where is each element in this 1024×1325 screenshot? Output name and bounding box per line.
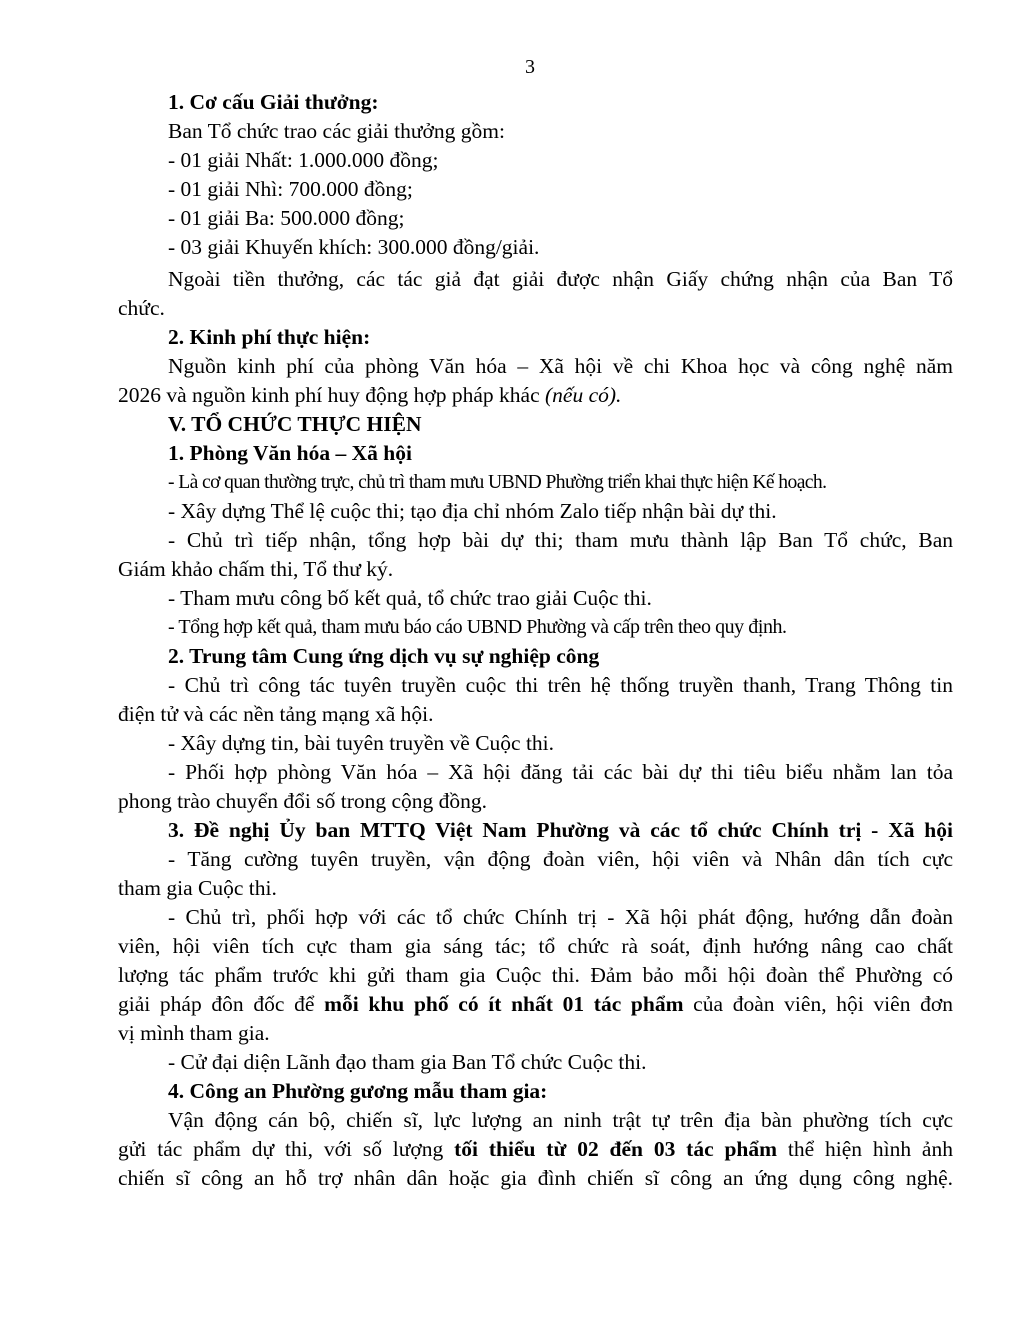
org1-item3-line1: - Chủ trì tiếp nhận, tổng hợp bài dự thi; tham mưu thành lập Ban Tổ chức, Ban bbox=[168, 528, 953, 552]
funding-line2-text: 2026 và nguồn kinh phí huy động hợp pháp khác bbox=[118, 383, 545, 407]
org4-line2 bbox=[118, 1135, 953, 1164]
prize-third: - 01 giải Ba: 500.000 đồng; bbox=[168, 206, 405, 230]
org2-item3-line1: - Phối hợp phòng Văn hóa – Xã hội đăng tải các bài dự thi tiêu biểu nhằm lan tỏa bbox=[168, 760, 953, 784]
org3-item2-line4-tail: của đoàn viên, hội viên đơn bbox=[683, 992, 953, 1016]
org1-item2: - Xây dựng Thể lệ cuộc thi; tạo địa chỉ nhóm Zalo tiếp nhận bài dự thi. bbox=[168, 499, 777, 523]
org3-item2-line3: lượng tác phẩm trước khi gửi tham gia Cuộc thi. Đảm bảo mỗi hội đoàn thể Phường có bbox=[118, 963, 953, 987]
org2-item1-line2: điện tử và các nền tảng mạng xã hội. bbox=[118, 702, 434, 726]
page-number: 3 bbox=[525, 56, 535, 78]
org1-heading: 1. Phòng Văn hóa – Xã hội bbox=[168, 441, 412, 465]
funding-line2-italic: (nếu có). bbox=[545, 383, 622, 407]
funding-line2 bbox=[118, 381, 953, 410]
org4-line2-tail: thể hiện hình ảnh bbox=[777, 1137, 953, 1161]
org3-item2-line1: - Chủ trì, phối hợp với các tổ chức Chính trị - Xã hội phát động, hướng dẫn đoàn bbox=[168, 905, 953, 929]
org3-item1-line2: tham gia Cuộc thi. bbox=[118, 876, 277, 900]
funding-line1: Nguồn kinh phí của phòng Văn hóa – Xã hội về chi Khoa học và công nghệ năm bbox=[168, 354, 953, 378]
org4-line2-bold: tối thiểu từ 02 đến 03 tác phẩm bbox=[454, 1137, 778, 1161]
org1-item1: - Là cơ quan thường trực, chủ trì tham mưu UBND Phường triển khai thực hiện Kế hoạch. bbox=[168, 472, 827, 493]
org1-item4: - Tham mưu công bố kết quả, tổ chức trao giải Cuộc thi. bbox=[168, 586, 652, 610]
org3-item2-line4 bbox=[118, 990, 953, 1019]
prize-structure-heading: 1. Cơ cấu Giải thưởng: bbox=[168, 90, 379, 114]
org4-heading: 4. Công an Phường gương mẫu tham gia: bbox=[168, 1079, 548, 1103]
org2-item3-line2: phong trào chuyển đổi số trong cộng đồng. bbox=[118, 789, 488, 813]
org3-item2-line2: viên, hội viên tích cực tham gia sáng tác; tổ chức rà soát, định hướng nâng cao chất bbox=[118, 934, 953, 958]
org1-item3-line2: Giám khảo chấm thi, Tổ thư ký. bbox=[118, 557, 394, 581]
org3-item1-line1: - Tăng cường tuyên truyền, vận động đoàn viên, hội viên và Nhân dân tích cực bbox=[168, 847, 953, 871]
org2-heading: 2. Trung tâm Cung ứng dịch vụ sự nghiệp công bbox=[168, 644, 600, 668]
org3-item3: - Cử đại diện Lãnh đạo tham gia Ban Tổ chức Cuộc thi. bbox=[168, 1050, 647, 1074]
document-body bbox=[118, 88, 953, 1193]
prize-second: - 01 giải Nhì: 700.000 đồng; bbox=[168, 177, 413, 201]
org4-line2-text: gửi tác phẩm dự thi, với số lượng bbox=[118, 1137, 455, 1161]
prize-note-line1: Ngoài tiền thưởng, các tác giả đạt giải được nhận Giấy chứng nhận của Ban Tổ bbox=[168, 267, 953, 291]
org4-line1: Vận động cán bộ, chiến sĩ, lực lượng an ninh trật tự trên địa bàn phường tích cực bbox=[168, 1108, 953, 1132]
funding-heading: 2. Kinh phí thực hiện: bbox=[168, 325, 371, 349]
org2-item2: - Xây dựng tin, bài tuyên truyền về Cuộc thi. bbox=[168, 731, 555, 755]
org2-item1-line1: - Chủ trì công tác tuyên truyền cuộc thi trên hệ thống truyền thanh, Trang Thông tin bbox=[168, 673, 953, 697]
org3-item2-line5: vị mình tham gia. bbox=[118, 1021, 270, 1045]
org4-line3: chiến sĩ công an hỗ trợ nhân dân hoặc gia đình chiến sĩ công an ứng dụng công nghệ. bbox=[118, 1166, 953, 1190]
prize-first: - 01 giải Nhất: 1.000.000 đồng; bbox=[168, 148, 439, 172]
org1-item5: - Tổng hợp kết quả, tham mưu báo cáo UBND Phường và cấp trên theo quy định. bbox=[168, 616, 787, 638]
org3-item2-line4-bold: mỗi khu phố có ít nhất 01 tác phẩm bbox=[324, 992, 684, 1016]
prize-intro: Ban Tổ chức trao các giải thưởng gồm: bbox=[168, 119, 505, 143]
org3-item2-line4-text: giải pháp đôn đốc để bbox=[118, 992, 325, 1016]
prize-encouragement: - 03 giải Khuyến khích: 300.000 đồng/giải. bbox=[168, 235, 540, 259]
part5-heading: V. TỔ CHỨC THỰC HIỆN bbox=[168, 412, 422, 436]
prize-note-line2: chức. bbox=[118, 296, 165, 320]
org3-heading: 3. Đề nghị Ủy ban MTTQ Việt Nam Phường và các tổ chức Chính trị - Xã hội bbox=[168, 818, 953, 842]
